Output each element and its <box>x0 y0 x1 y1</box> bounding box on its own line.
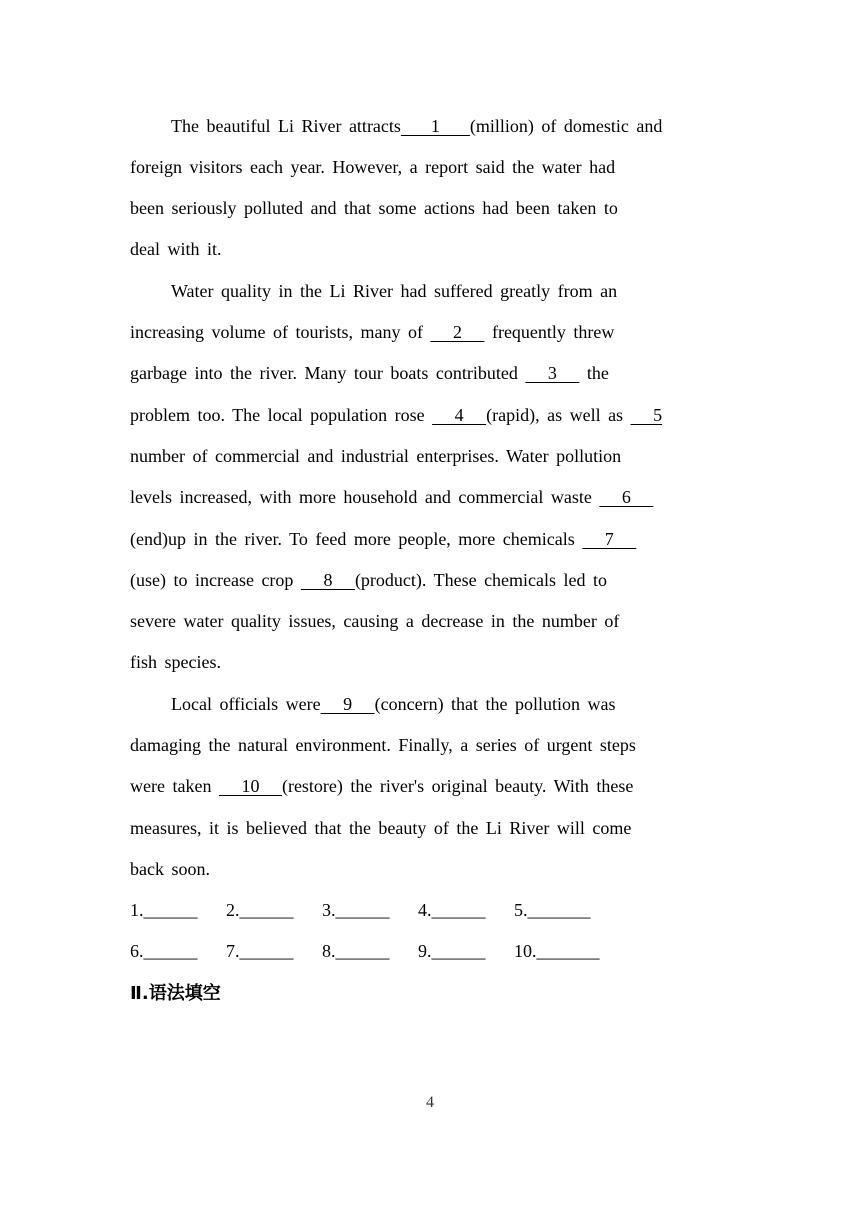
p1-line-1 <box>171 115 662 137</box>
text: (million) of domestic and <box>469 116 663 136</box>
text: (end)up in the river. To feed more people, more chemicals <box>130 529 583 549</box>
p2-line-4 <box>130 404 662 426</box>
text: Local officials were <box>171 694 321 714</box>
p2-line-8 <box>130 569 607 591</box>
answer-slot: 9.______ <box>418 941 486 961</box>
text: (rapid), as well as <box>486 405 631 425</box>
blank-9: 9 <box>320 694 375 714</box>
blank-1: 1 <box>400 116 470 136</box>
p2-line-10: fish species. <box>130 652 221 672</box>
text: problem too. The local population rose <box>130 405 433 425</box>
answer-blank: _______ <box>527 900 591 920</box>
p3-line-4: measures, it is believed that the beauty of the Li River will come <box>130 818 632 838</box>
p3-line-3 <box>130 775 633 797</box>
answer-slot: 6.______ <box>130 941 198 961</box>
answer-blank: _______ <box>536 941 600 961</box>
blank-3: 3 <box>525 363 580 383</box>
text: (concern) that the pollution was <box>374 694 616 714</box>
p2-line-9: severe water quality issues, causing a decrease in the number of <box>130 611 620 631</box>
p3-line-5: back soon. <box>130 859 210 879</box>
page-number: 4 <box>426 1094 434 1111</box>
p1-line-2: foreign visitors each year. However, a report said the water had <box>130 157 616 177</box>
text: the <box>579 363 609 383</box>
answer-slot: 3.______ <box>322 900 390 920</box>
p3-line-1 <box>171 693 616 715</box>
answer-slot: 8.______ <box>322 941 390 961</box>
section-title: Ⅱ.语法填空 <box>130 983 221 1004</box>
p2-line-2 <box>130 321 614 343</box>
blank-5: 5 <box>630 405 663 425</box>
answer-slot: 4.______ <box>418 900 486 920</box>
answer-slot: 7.______ <box>226 941 294 961</box>
p2-line-1: Water quality in the Li River had suffered greatly from an <box>171 281 618 301</box>
answer-row-1 <box>130 899 591 921</box>
answer-slot: 2.______ <box>226 900 294 920</box>
blank-4: 4 <box>432 405 487 425</box>
p2-line-5: number of commercial and industrial enterprises. Water pollution <box>130 446 622 466</box>
text: increasing volume of tourists, many of <box>130 322 431 342</box>
blank-7: 7 <box>582 529 637 549</box>
blank-8: 8 <box>300 570 355 590</box>
text: (restore) the river's original beauty. With these <box>281 776 634 796</box>
answer-slot: 5. <box>514 900 528 920</box>
text: garbage into the river. Many tour boats contributed <box>130 363 526 383</box>
text: (use) to increase crop <box>130 570 301 590</box>
answer-slot: 1.______ <box>130 900 198 920</box>
blank-10: 10 <box>218 776 282 796</box>
blank-6: 6 <box>599 487 654 507</box>
text: The beautiful Li River attracts <box>171 116 401 136</box>
text: were taken <box>130 776 219 796</box>
text: frequently threw <box>484 322 615 342</box>
p1-line-4: deal with it. <box>130 239 222 259</box>
answer-slot: 10. <box>514 941 537 961</box>
text: (product). These chemicals led to <box>354 570 608 590</box>
p3-line-2: damaging the natural environment. Finally, a series of urgent steps <box>130 735 636 755</box>
text: levels increased, with more household and commercial waste <box>130 487 600 507</box>
p2-line-7 <box>130 528 636 550</box>
p1-line-3: been seriously polluted and that some actions had been taken to <box>130 198 618 218</box>
p2-line-6 <box>130 486 653 508</box>
blank-2: 2 <box>430 322 485 342</box>
answer-row-2 <box>130 940 600 962</box>
p2-line-3 <box>130 362 609 384</box>
